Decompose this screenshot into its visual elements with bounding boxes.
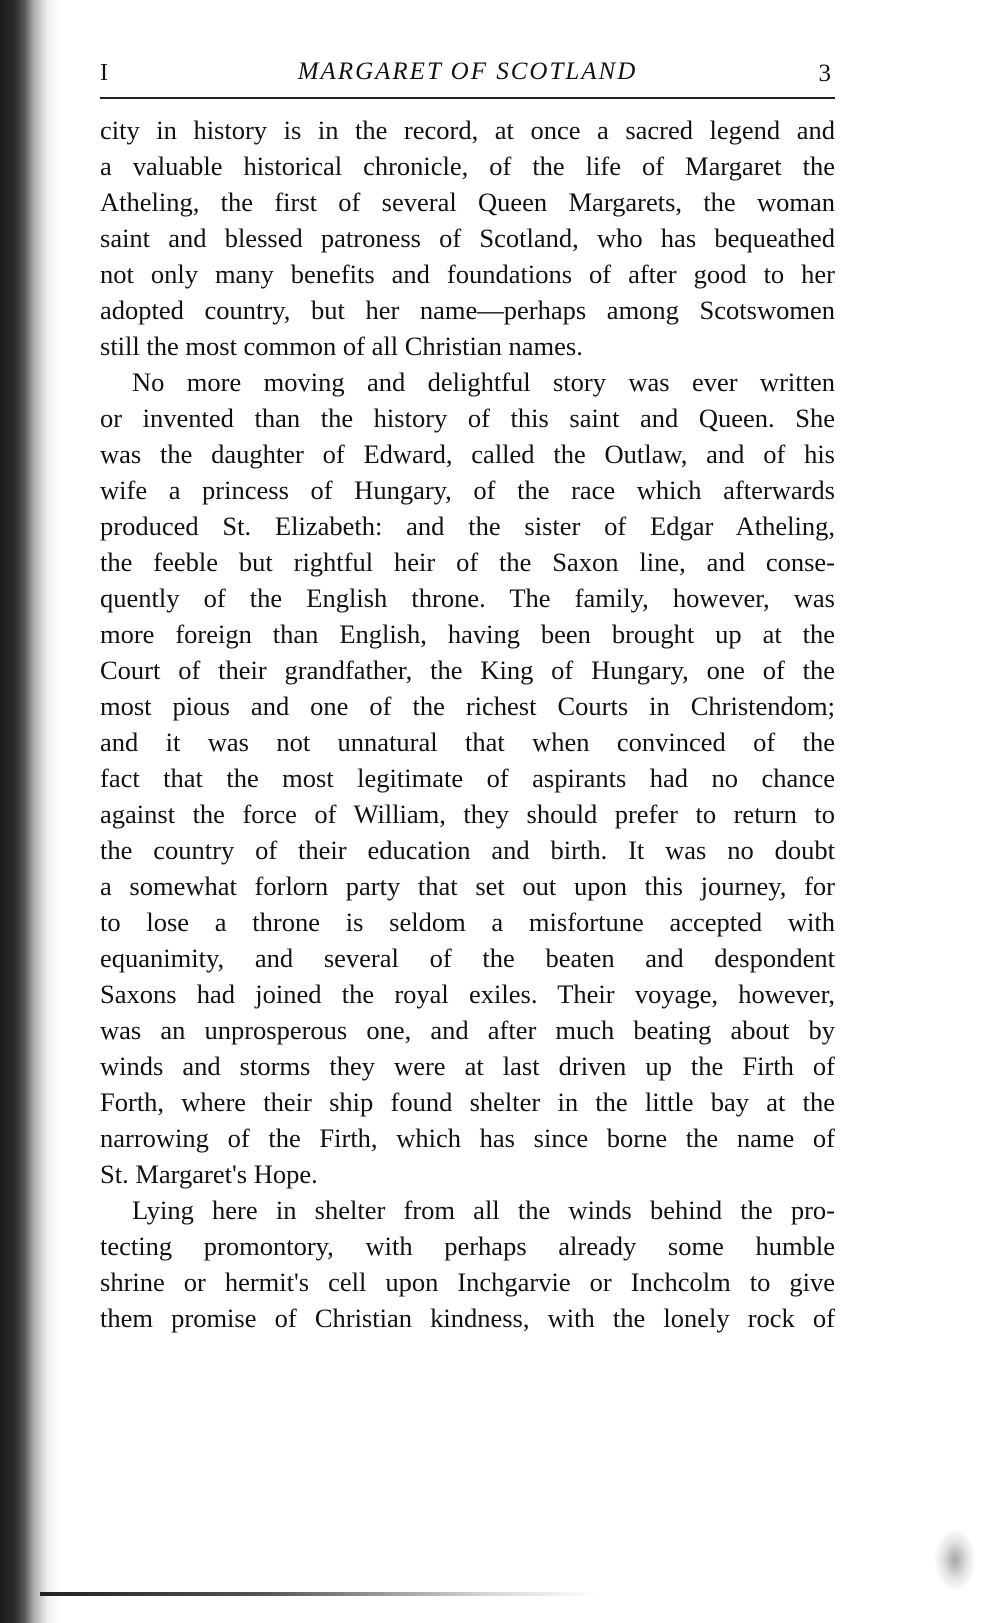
text-line: was an unprosperous one, and after much beating about by [100, 1015, 835, 1045]
text-line: Court of their grandfather, the King of Hungary, one of the [100, 655, 835, 685]
text-line: the country of their education and birth. It was no doubt [100, 835, 835, 865]
text-line: Forth, where their ship found shelter in the little bay at the [100, 1087, 835, 1117]
text-line: quently of the English throne. The family, however, was [100, 583, 835, 613]
text-line: Atheling, the first of several Queen Margarets, the woman [100, 187, 835, 217]
text-line: tecting promontory, with perhaps already some humble [100, 1231, 835, 1261]
bottom-edge-smudge [40, 1592, 600, 1596]
text-line: most pious and one of the richest Courts in Christendom; [100, 691, 835, 721]
text-line: not only many benefits and foundations of after good to her [100, 259, 835, 289]
text-line: more foreign than English, having been brought up at the [100, 619, 835, 649]
text-line: equanimity, and several of the beaten and despondent [100, 943, 835, 973]
text-line: Saxons had joined the royal exiles. Their voyage, however, [100, 979, 835, 1009]
page-binding-edge [0, 0, 62, 1623]
header-rule [100, 97, 835, 99]
page-number: 3 [818, 60, 831, 87]
text-line: winds and storms they were at last driven up the Firth of [100, 1051, 835, 1081]
running-header [100, 50, 835, 90]
text-line: wife a princess of Hungary, of the race which afterwards [100, 475, 835, 505]
text-line: shrine or hermit's cell upon Inchgarvie or Inchcolm to give [100, 1267, 835, 1297]
text-line: fact that the most legitimate of aspirants had no chance [100, 763, 835, 793]
text-line: against the force of William, they should prefer to return to [100, 799, 835, 829]
body-text [100, 112, 835, 1336]
text-line: was the daughter of Edward, called the Outlaw, and of his [100, 439, 835, 469]
text-line: them promise of Christian kindness, with the lonely rock of [100, 1303, 835, 1333]
text-line: St. Margaret's Hope. [100, 1159, 318, 1189]
text-line: a somewhat forlorn party that set out upon this journey, for [100, 871, 835, 901]
text-line: produced St. Elizabeth: and the sister of Edgar Atheling, [100, 511, 835, 541]
text-line: a valuable historical chronicle, of the life of Margaret the [100, 151, 835, 181]
text-line: or invented than the history of this saint and Queen. She [100, 403, 835, 433]
corner-smudge [935, 1530, 975, 1590]
text-line: narrowing of the Firth, which has since borne the name of [100, 1123, 835, 1153]
text-line: adopted country, but her name—perhaps among Scotswomen [100, 295, 835, 325]
text-line: city in history is in the record, at once a sacred legend and [100, 115, 835, 145]
text-line: the feeble but rightful heir of the Saxon line, and conse- [100, 547, 835, 577]
running-title: MARGARET OF SCOTLAND [297, 58, 638, 85]
text-line: and it was not unnatural that when convinced of the [100, 727, 835, 757]
text-line: still the most common of all Christian names. [100, 331, 583, 361]
chapter-number: I [100, 60, 108, 86]
text-line: saint and blessed patroness of Scotland, who has bequeathed [100, 223, 835, 253]
paragraph-start-line: No more moving and delightful story was ever written [132, 367, 835, 397]
text-line: to lose a throne is seldom a misfortune accepted with [100, 907, 835, 937]
paragraph-start-line: Lying here in shelter from all the winds behind the pro- [132, 1195, 835, 1225]
